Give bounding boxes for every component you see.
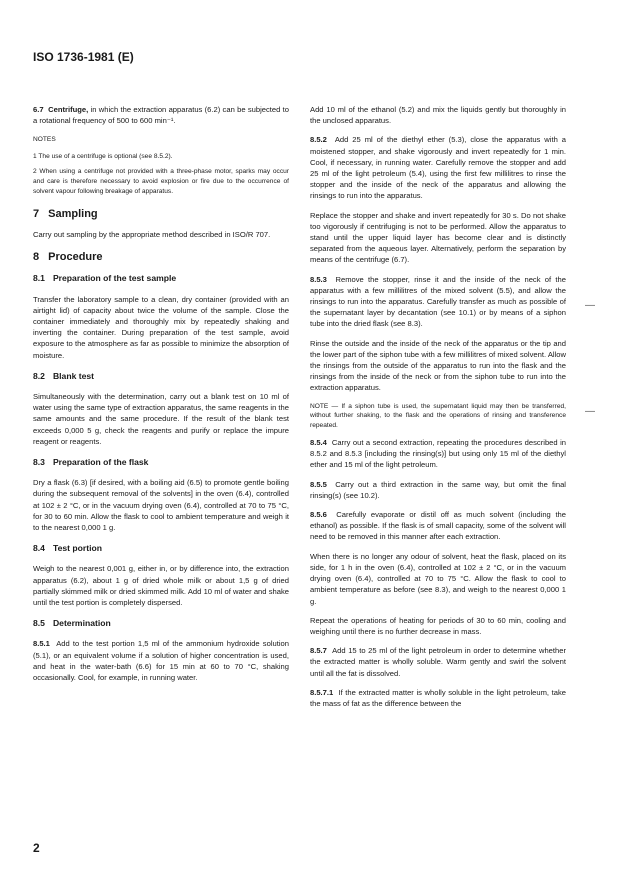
paragraph-replace-stopper: Replace the stopper and shake and invert repeatedly for 30 s. Do not shake too vigorously if centrifuging is not to be performed. Allow the apparatus to stand until the upper liquid layer has become clear and is distinctly separated from the aqueous layer. Alternatively, perform the separation by means of the centrifuge (6.7). (310, 210, 566, 265)
note-1: 1 The use of a centrifuge is optional (see 8.5.2). (33, 152, 173, 160)
margin-mark-1: — (585, 300, 595, 311)
clause-8-5-4: 8.5.4 Carry out a second extraction, repeating the procedures described in 8.5.2 and 8.5.3 [including the rinsing(s)] but using only 15 ml of the diethyl ether and 15 ml of the light petroleum. (310, 438, 566, 470)
section-8-4-text: Weigh to the nearest 0,001 g, either in, or by difference into, the extraction apparatus (6.2), about 1 g of dried whole milk or about 1,5 g of dried partially skimmed milk or dried skimmed milk. Add 10 ml of water and shake until the test portion is completely dispersed. (33, 564, 289, 608)
clause-8-5-7: 8.5.7 Add 15 to 25 ml of the light petroleum in order to determine whether the extracted matter is wholly soluble. Warm gently and swirl the solvent until all the fat is dissolved. (310, 646, 566, 678)
section-8-3-heading: 8.3 Preparation of the flask (33, 457, 149, 468)
clause-8-5-7-1: 8.5.7.1 If the extracted matter is wholly soluble in the light petroleum, take the mass of fat as the difference between the (310, 687, 566, 708)
paragraph-rinse-outside: Rinse the outside and the inside of the neck of the apparatus or the tip and the lower part of the siphon tube with a few millilitres of mixed solvent. Allow the rinsings from the outside of the apparatus to run into the flask and the rinsings from the inside of the neck or from the siphon tube to run into the extraction apparatus. (310, 338, 566, 393)
left-column (33, 104, 289, 691)
section-7-heading: 7 Sampling (33, 207, 98, 220)
paragraph-heat-flask: When there is no longer any odour of solvent, heat the flask, placed on its side, for 1 h in the oven (6.4), controlled at 102 ± 2 °C, or in the vacuum drying oven (6.4), controlled at 70 to 75 °C. Allow the flask to cool to ambient temperature as before (see 8.3), and weigh to the nearest 0,000 1 g. (310, 551, 566, 606)
paragraph-ethanol: Add 10 ml of the ethanol (5.2) and mix the liquids gently but thoroughly in the unclosed apparatus. (310, 105, 566, 126)
section-8-3-text: Dry a flask (6.3) [if desired, with a boiling aid (6.5) to promote gentle boiling during the subsequent removal of the solvents] in the oven (6.4), controlled at 102 ± 2 °C, or in the vacuum drying oven (6.4), controlled at 70 to 75 °C, for 30 to 60 min. Allow the flask to cool to ambient temperature and weigh it to the nearest 0,000 1 g. (33, 478, 289, 533)
document-header: ISO 1736-1981 (E) (33, 50, 134, 64)
clause-8-5-6: 8.5.6 Carefully evaporate or distil off as much solvent (including the ethanol) as possible. If the flask is of small capacity, some of the solvent will need to be removed in this manner after each extraction. (310, 510, 566, 542)
section-7-text: Carry out sampling by the appropriate method described in ISO/R 707. (33, 230, 271, 239)
right-column (310, 104, 566, 717)
clause-8-5-3: 8.5.3 Remove the stopper, rinse it and the inside of the neck of the apparatus with a few millilitres of the mixed solvent (5.5), and allow the rinsings to run into the apparatus. Carefully transfer as much as possible of the supernatant layer by decantation (see 10.1) or by means of a siphon tube into the dried flask (see 8.3). (310, 274, 566, 329)
page-number: 2 (33, 841, 40, 855)
clause-8-5-1: 8.5.1 Add to the test portion 1,5 ml of the ammonium hydroxide solution (5.1), or an equivalent volume if a solution of higher concentration is used, and heat in the water-bath (6.6) for 15 min at 60 to 70 °C, shaking occasionally. Cool, for example, in running water. (33, 639, 289, 683)
note-2: 2 When using a centrifuge not provided with a three-phase motor, sparks may occur and care is therefore necessary to avoid explosion or fire due to the occurrence of solvent vapour following breakage of apparatus. (33, 168, 289, 195)
clause-6-7: 6.7 Centrifuge, in which the extraction apparatus (6.2) can be subjected to a rotational frequency of 500 to 600 min⁻¹. (33, 105, 289, 126)
note-siphon: NOTE — If a siphon tube is used, the supernatant liquid may then be transferred, without further shaking, to the flask and the operations of rinsing and transference repeated. (310, 402, 566, 430)
section-8-heading: 8 Procedure (33, 251, 103, 264)
section-8-1-heading: 8.1 Preparation of the test sample (33, 273, 177, 284)
section-8-1-text: Transfer the laboratory sample to a clean, dry container (provided with an airtight lid) of capacity about twice the volume of the sample. Close the container immediately and thoroughly mix by repeatedly shaking and inverting the container. During preparation of the test sample, avoid exposure to the atmosphere as far as possible to minimize the absorption of moisture. (33, 294, 289, 360)
paragraph-repeat-heating: Repeat the operations of heating for periods of 30 to 60 min, cooling and weighing until there is no further decrease in mass. (310, 615, 566, 636)
section-8-2-text: Simultaneously with the determination, carry out a blank test on 10 ml of water using the same type of extraction apparatus, the same reagents in the same amounts and the same procedure. If the result of the blank test exceeds 0,000 5 g, check the reagents and purify or replace the impure reagent or reagents. (33, 392, 289, 446)
clause-8-5-2: 8.5.2 Add 25 ml of the diethyl ether (5.3), close the apparatus with a moistened stopper, and shake vigorously and invert repeatedly for 1 min. Cool, if necessary, in running water. Carefully remove the stopper and add 25 ml of the light petroleum (5.4), using the first few millilitres to rinse the stopper and the inside of the neck of the apparatus and allowing the rinsings to run into the apparatus. (310, 135, 566, 201)
notes-heading: NOTES (33, 136, 56, 144)
section-8-5-heading: 8.5 Determination (33, 618, 111, 629)
section-8-2-heading: 8.2 Blank test (33, 370, 95, 381)
clause-8-5-5: 8.5.5 Carry out a third extraction in the same way, but omit the final rinsing(s) (see 10.2). (310, 479, 566, 500)
margin-mark-2: — (585, 406, 595, 417)
section-8-4-heading: 8.4 Test portion (33, 543, 102, 554)
